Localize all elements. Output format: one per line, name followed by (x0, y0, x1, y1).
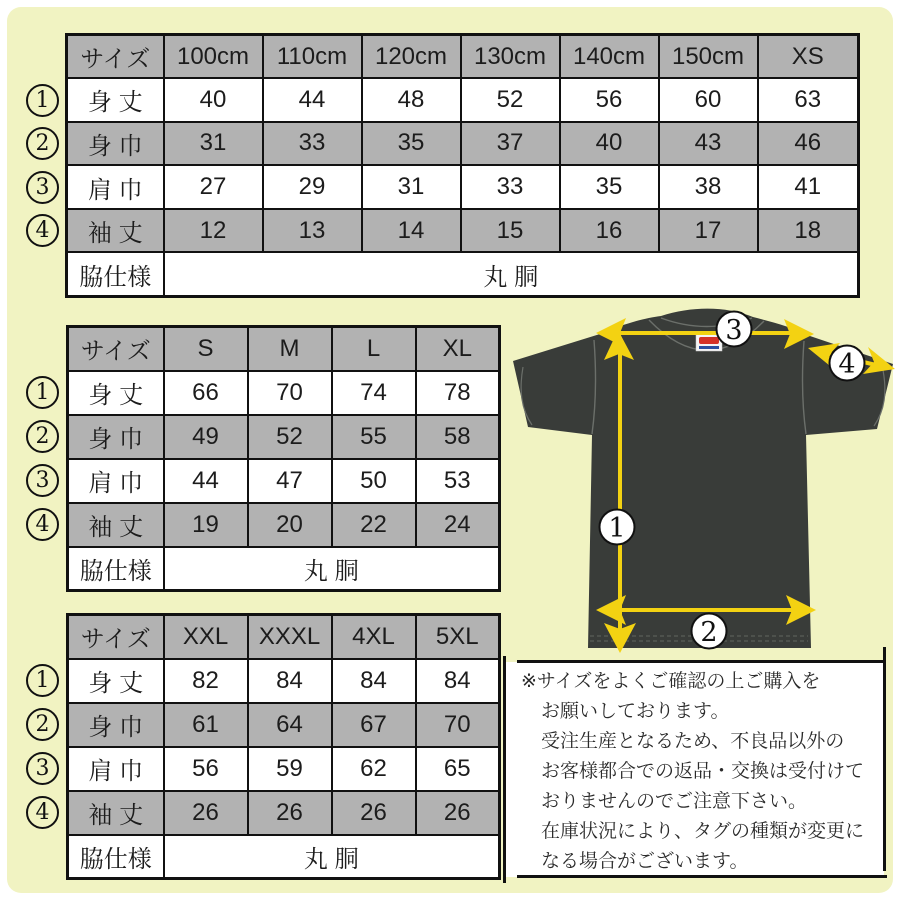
size-value: 18 (758, 209, 859, 253)
size-value: 16 (560, 209, 659, 253)
marker-digit: 2 (35, 130, 50, 156)
row-label: 身 巾 (68, 415, 164, 459)
size-value: 84 (416, 659, 500, 703)
measure-marker-3 (26, 464, 59, 497)
column-header: 4XL (332, 615, 416, 659)
size-value: 29 (263, 165, 362, 209)
adult-size-table (66, 325, 501, 592)
side-spec-value: 丸 胴 (164, 547, 500, 591)
size-value: 55 (332, 415, 416, 459)
size-value: 44 (263, 78, 362, 122)
column-header: XXXL (248, 615, 332, 659)
marker-digit: 2 (35, 423, 50, 449)
column-header: 5XL (416, 615, 500, 659)
measure-marker-1 (26, 376, 59, 409)
measure-marker-4 (26, 508, 59, 541)
marker-digit: 3 (35, 174, 50, 200)
row-label: 身 丈 (67, 78, 164, 122)
size-value: 70 (248, 371, 332, 415)
size-value: 48 (362, 78, 461, 122)
size-header: サイズ (68, 615, 164, 659)
notice-line: 受注生産となるため、不良品以外の (541, 731, 845, 752)
measure-marker-2 (26, 708, 59, 741)
size-value: 12 (164, 209, 263, 253)
size-value: 37 (461, 122, 560, 166)
size-value: 13 (263, 209, 362, 253)
measure-marker-2 (26, 420, 59, 453)
label-digit-1: 1 (608, 513, 626, 544)
size-value: 65 (416, 747, 500, 791)
size-value: 20 (248, 503, 332, 547)
marker-digit: 4 (35, 799, 50, 825)
size-value: 33 (263, 122, 362, 166)
notice-frame-left (503, 656, 506, 883)
notice-line: ※サイズをよくご確認の上ご購入を (521, 671, 821, 692)
column-header: 120cm (362, 35, 461, 79)
size-header: サイズ (67, 35, 164, 79)
size-value: 27 (164, 165, 263, 209)
size-value: 58 (416, 415, 500, 459)
row-label: 身 巾 (68, 703, 164, 747)
size-value: 43 (659, 122, 758, 166)
size-value: 52 (461, 78, 560, 122)
label-digit-4: 4 (838, 349, 856, 380)
measure-marker-3 (26, 171, 59, 204)
size-value: 41 (758, 165, 859, 209)
column-header: XS (758, 35, 859, 79)
size-value: 78 (416, 371, 500, 415)
size-value: 53 (416, 459, 500, 503)
size-value: 67 (332, 703, 416, 747)
size-value: 70 (416, 703, 500, 747)
marker-digit: 3 (35, 467, 50, 493)
notice-line: お客様都合での返品・交換は受付けて (541, 761, 865, 782)
size-value: 84 (248, 659, 332, 703)
size-header: サイズ (68, 327, 164, 371)
marker-digit: 2 (35, 711, 50, 737)
size-value: 38 (659, 165, 758, 209)
measure-marker-2 (26, 127, 59, 160)
marker-digit: 1 (35, 667, 50, 693)
column-header: XXL (164, 615, 248, 659)
size-value: 63 (758, 78, 859, 122)
tshirt-measurement-diagram (500, 295, 900, 660)
marker-digit: 4 (35, 217, 50, 243)
size-value: 15 (461, 209, 560, 253)
marker-digit: 4 (35, 511, 50, 537)
measure-marker-1 (26, 84, 59, 117)
column-header: S (164, 327, 248, 371)
size-value: 84 (332, 659, 416, 703)
size-value: 62 (332, 747, 416, 791)
column-header: XL (416, 327, 500, 371)
size-value: 26 (416, 791, 500, 835)
side-spec-value: 丸 胴 (164, 252, 859, 296)
size-value: 56 (164, 747, 248, 791)
size-value: 60 (659, 78, 758, 122)
size-value: 17 (659, 209, 758, 253)
size-value: 59 (248, 747, 332, 791)
label-digit-3: 3 (725, 315, 743, 346)
column-header: M (248, 327, 332, 371)
row-label: 袖 丈 (68, 503, 164, 547)
size-value: 74 (332, 371, 416, 415)
size-value: 35 (362, 122, 461, 166)
size-value: 24 (416, 503, 500, 547)
row-label: 脇仕様 (67, 252, 164, 296)
row-label: 脇仕様 (68, 547, 164, 591)
measure-marker-1 (26, 664, 59, 697)
marker-digit: 3 (35, 755, 50, 781)
measure-marker-3 (26, 752, 59, 785)
size-value: 35 (560, 165, 659, 209)
size-value: 22 (332, 503, 416, 547)
measure-marker-4 (26, 796, 59, 829)
size-value: 31 (164, 122, 263, 166)
notice-frame-right (883, 647, 886, 871)
size-value: 50 (332, 459, 416, 503)
size-value: 56 (560, 78, 659, 122)
size-value: 14 (362, 209, 461, 253)
notice-frame-top (517, 660, 884, 663)
size-value: 44 (164, 459, 248, 503)
row-label: 肩 巾 (67, 165, 164, 209)
column-header: 150cm (659, 35, 758, 79)
size-value: 31 (362, 165, 461, 209)
marker-digit: 1 (35, 379, 50, 405)
notice-line: お願いしております。 (541, 701, 730, 722)
size-value: 19 (164, 503, 248, 547)
plus-size-table (66, 613, 501, 880)
size-value: 47 (248, 459, 332, 503)
size-value: 40 (164, 78, 263, 122)
row-label: 袖 丈 (68, 791, 164, 835)
size-value: 33 (461, 165, 560, 209)
row-label: 肩 巾 (68, 459, 164, 503)
measure-marker-4 (26, 214, 59, 247)
column-header: 130cm (461, 35, 560, 79)
label-digit-2: 2 (700, 617, 718, 648)
column-header: L (332, 327, 416, 371)
column-header: 140cm (560, 35, 659, 79)
column-header: 100cm (164, 35, 263, 79)
size-value: 61 (164, 703, 248, 747)
notice-line: なる場合がございます。 (541, 851, 749, 872)
kids-size-table (65, 33, 860, 298)
column-header: 110cm (263, 35, 362, 79)
row-label: 脇仕様 (68, 835, 164, 879)
notice-text (521, 667, 877, 877)
size-value: 64 (248, 703, 332, 747)
row-label: 身 丈 (68, 659, 164, 703)
side-spec-value: 丸 胴 (164, 835, 500, 879)
size-value: 26 (248, 791, 332, 835)
marker-digit: 1 (35, 87, 50, 113)
notice-line: 在庫状況により、タグの種類が変更に (541, 821, 865, 842)
row-label: 身 巾 (67, 122, 164, 166)
size-value: 66 (164, 371, 248, 415)
size-value: 26 (332, 791, 416, 835)
size-value: 40 (560, 122, 659, 166)
size-value: 49 (164, 415, 248, 459)
size-value: 46 (758, 122, 859, 166)
size-value: 26 (164, 791, 248, 835)
size-value: 52 (248, 415, 332, 459)
size-value: 82 (164, 659, 248, 703)
row-label: 袖 丈 (67, 209, 164, 253)
row-label: 肩 巾 (68, 747, 164, 791)
row-label: 身 丈 (68, 371, 164, 415)
notice-line: おりませんのでご注意下さい。 (541, 791, 808, 812)
